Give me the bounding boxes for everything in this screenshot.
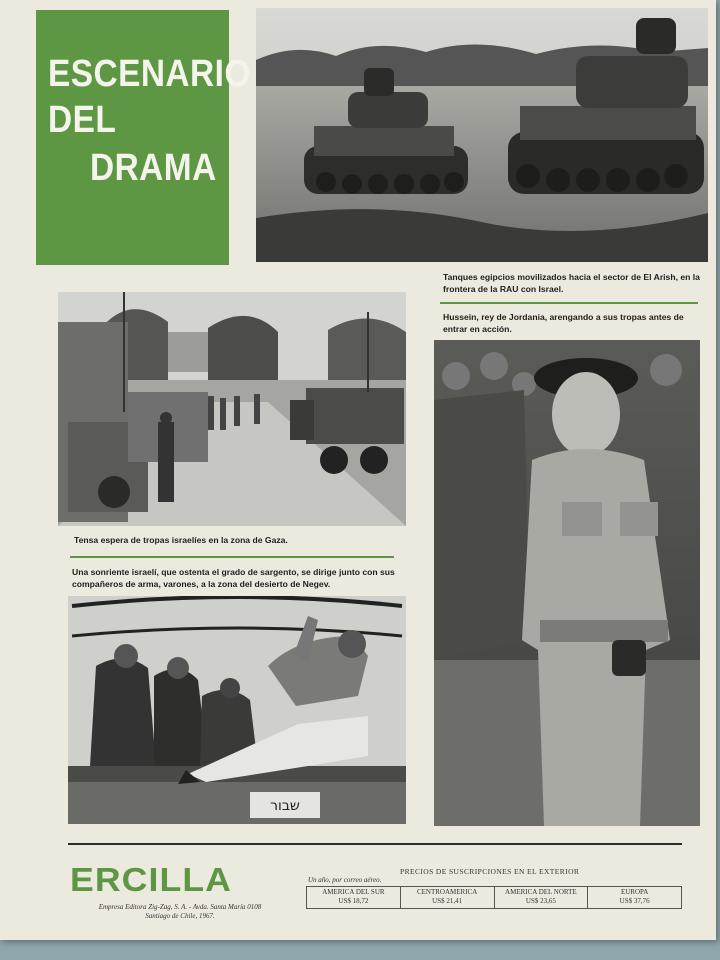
price-region: AMERICA DEL SUR (322, 888, 385, 896)
hussein-caption: Hussein, rey de Jordania, arengando a sus tropas antes de entrar en acción. (443, 312, 684, 334)
price-value: US$ 23,65 (525, 897, 556, 905)
prices-title: PRECIOS DE SUSCRIPCIONES EN EL EXTERIOR (400, 867, 580, 876)
tanks-caption: Tanques egipcios movilizados hacia el sector de El Arish, en la frontera de la RAU con Israel. (443, 272, 700, 294)
price-cell (401, 887, 495, 908)
caption-divider-2 (70, 556, 394, 558)
price-cell (307, 887, 401, 908)
prices-subtitle: Un año, por correo aéreo. (308, 876, 382, 884)
title-line-1: ESCENARIO (48, 53, 251, 95)
caption-divider (440, 302, 698, 304)
imprint-text (60, 903, 300, 921)
price-value: US$ 37,76 (619, 897, 650, 905)
ercilla-logo: ERCILLA (70, 861, 232, 898)
tanks-photo (256, 8, 708, 262)
sargento-caption: Una sonriente israelí, que ostenta el grado de sargento, se dirige junto con sus compañeros de arma, varones, a la zona del desierto de Negev. (72, 567, 395, 589)
price-cell (495, 887, 589, 908)
gaza-caption: Tensa espera de tropas israelíes en la zona de Gaza. (74, 535, 288, 545)
hussein-photo (434, 340, 700, 826)
svg-text:שבור: שבור (270, 798, 300, 814)
footer-rule (68, 843, 682, 845)
subscription-price-table (306, 886, 682, 909)
imprint-line-1: Empresa Editora Zig-Zag, S. A. - Avda. Santa María 0108 (98, 903, 262, 911)
title-block (36, 10, 251, 265)
price-value: US$ 18,72 (338, 897, 369, 905)
title-line-3: DRAMA (90, 147, 217, 189)
price-region: EUROPA (620, 888, 649, 896)
imprint-line-2: Santiago de Chile, 1967. (145, 912, 215, 920)
price-region: CENTROAMERICA (416, 888, 478, 896)
gaza-photo (58, 292, 406, 526)
title-line-2: DEL (48, 99, 117, 141)
price-cell (588, 887, 681, 908)
price-region: AMERICA DEL NORTE (505, 888, 577, 896)
soldiers-truck-photo (68, 596, 406, 824)
price-value: US$ 21,41 (432, 897, 463, 905)
